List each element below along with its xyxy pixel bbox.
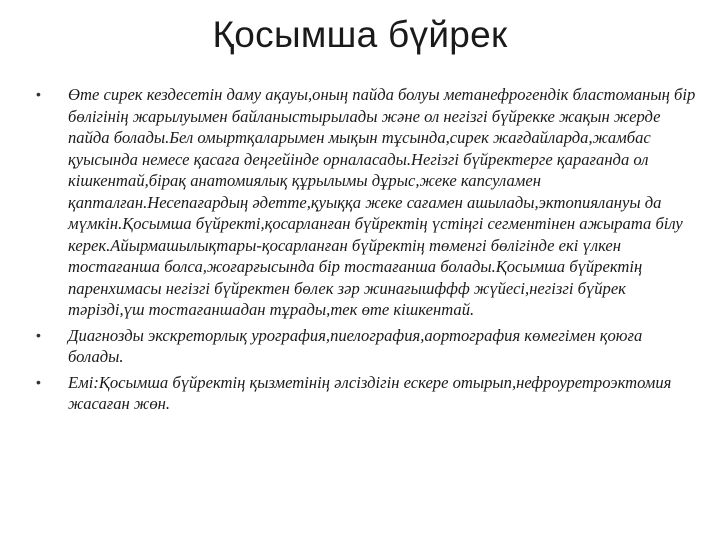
slide-title: Қосымша бүйрек	[212, 14, 508, 55]
bullet-text: Емі:Қосымша бүйректің қызметінің әлсіздігін ескере отырып,нефроуретроэктомия жасаған жөн.	[68, 372, 672, 413]
bullet-text: Диагнозды экскреторлық урография,пиелография,аортография көмегімен қоюға болады.	[68, 325, 643, 366]
bullet-item-diagnosis	[36, 325, 696, 368]
bullet-marker-icon: •	[36, 86, 41, 102]
bullet-item-description	[36, 84, 696, 321]
bullet-text: Өте сирек кездесетін даму ақауы,оның пайда болуы метанефрогендік бластоманың бір бөлігінің жарылуымен байланыстырылады және ол негізгі бүйрекке жақын жерде пайда болады.Бел омыртқаларымен мықын тұсында,сирек жағдайларда,жамбас қуысында немесе қасаға деңгейінде орналасады.Негізгі бүйректерге қарағанда ол кішкентай,бірақ анатомиялық құрылымы дұрыс,жеке капсуламен қапталған.Несепағардың әдетте,қуыққа жеке сағамен ашылады,эктопиялануы да мүмкін.Қосымша бүйректі,қосарланған бүйректің үстіңгі сегментінен ажырата білу керек.Айырмашылықтары-қосарланған бүйректің төменгі бөлігінде екі үлкен тостағанша болса,жоғарғысында бір тостағанша болады.Қосымша бүйректің паренхимасы негізгі бүйректен бөлек зәр жинағышффф жүйесі,негізгі бүйрек тәрізді,үш тостағаншадан тұрады,тек өте кішкентай.	[68, 85, 696, 319]
bullet-list	[36, 84, 696, 415]
bullet-marker-icon: •	[36, 326, 41, 343]
bullet-marker-icon: •	[36, 373, 41, 390]
bullet-item-treatment	[36, 372, 696, 415]
